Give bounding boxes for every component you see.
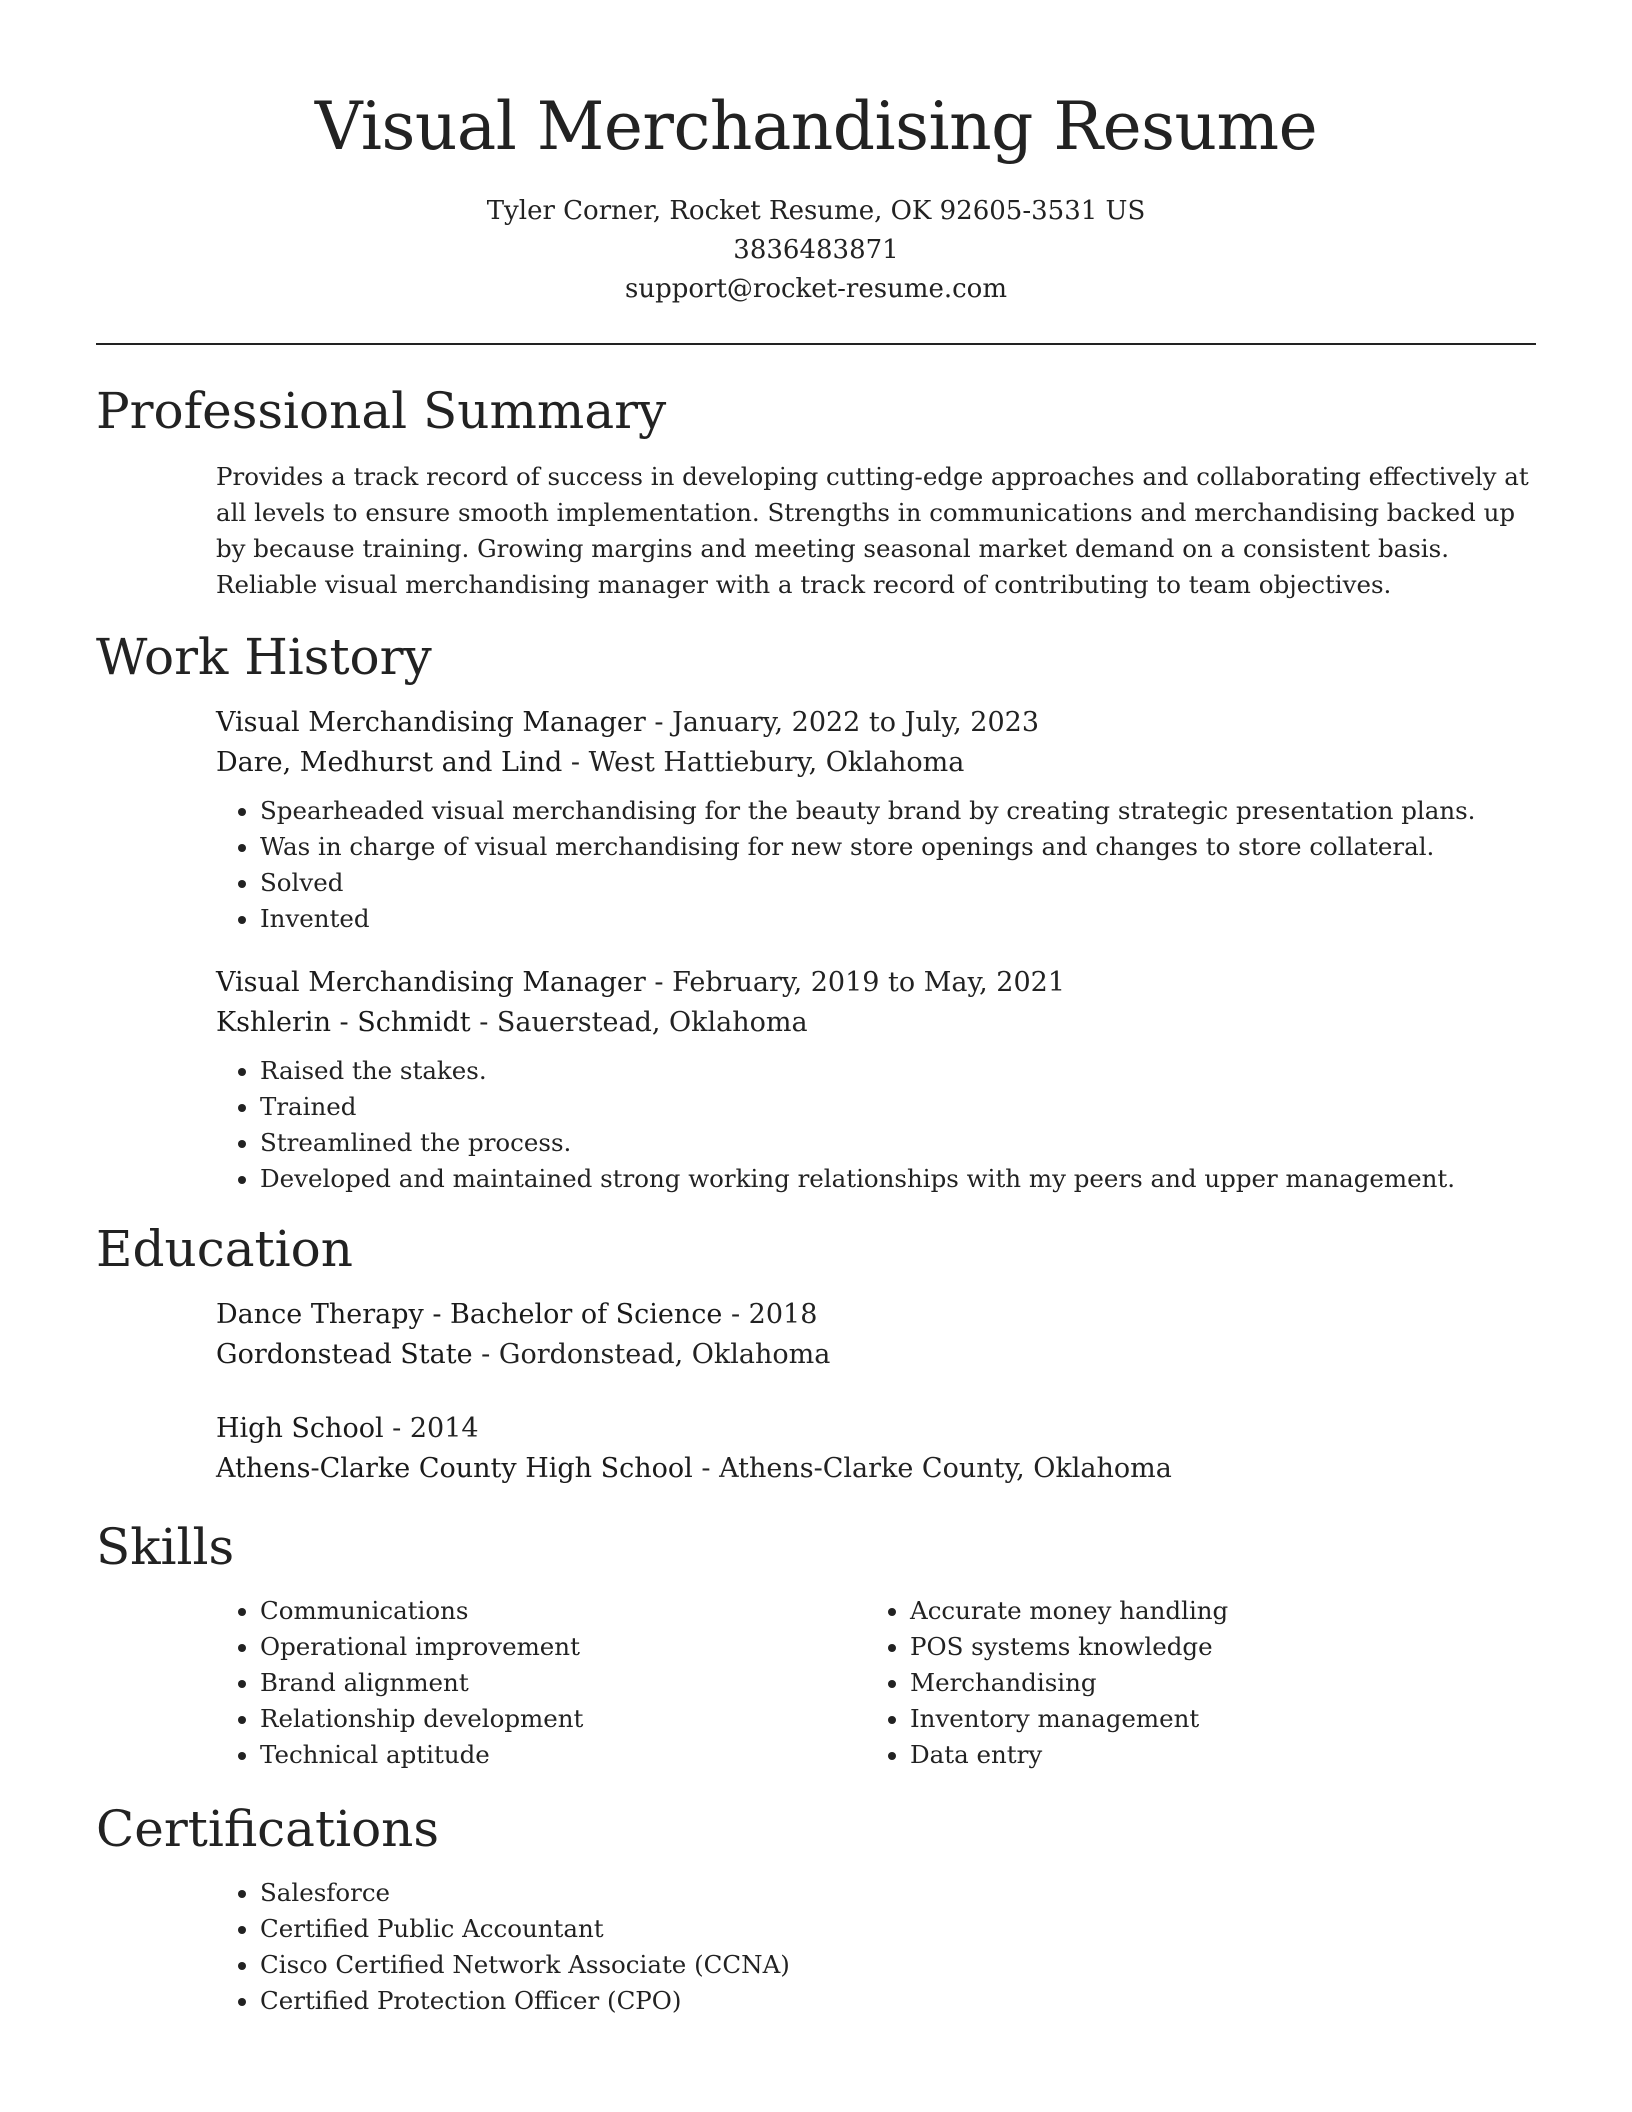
list-item: • Brand alignment [260,1665,866,1701]
education-section [96,1217,1536,1489]
skills-list-right [866,1593,1516,1773]
list-item: • Invented [260,901,1536,937]
education-school-line [216,1449,1536,1489]
job-dates: - February, 2019 to May, 2021 [645,967,1066,998]
list-item: • Trained [260,1089,1536,1125]
job-title-line [216,703,1536,743]
job-entry [216,703,1536,937]
list-item: • Developed and maintained strong working relationships with my peers and upper management. [260,1161,1536,1197]
list-item: • Solved [260,865,1536,901]
education-school: Gordonstead State [216,1339,473,1370]
job-company: Dare, Medhurst and Lind [216,747,563,778]
list-item: • Accurate money handling [910,1593,1516,1629]
contact-email: support@rocket-resume.com [624,274,1007,304]
contact-phone: 3836483871 [733,235,899,265]
education-location: - Athens-Clarke County, Oklahoma [692,1453,1172,1484]
education-entry [216,1409,1536,1489]
job-company-line [216,743,1536,783]
list-item: • Communications [260,1593,866,1629]
list-item: • Certified Protection Officer (CPO) [260,1983,1536,2019]
list-item: • Data entry [910,1737,1516,1773]
list-item: • Salesforce [260,1875,1536,1911]
summary-text: Provides a track record of success in developing cutting-edge approaches and collaborating effectively at all levels to ensure smooth implementation. Strengths in communications and merchandising backed up by because training. Growing margins and meeting seasonal market demand on a consistent basis. Reliable visual merchandising manager with a track record of contributing to team objectives. [216,462,1529,599]
education-year: - 2018 [722,1299,818,1330]
work-history-heading: Work History [96,628,432,686]
job-dates: - January, 2022 to July, 2023 [645,707,1040,738]
job-title-line [216,963,1536,1003]
resume-title: Visual Merchandising Resume [314,88,1318,165]
skills-column-right [866,1579,1516,1773]
contact-address: Tyler Corner, Rocket Resume, OK 92605-3531 US [486,196,1146,226]
summary-section [96,379,1536,603]
list-item: • Cisco Certified Network Associate (CCNA) [260,1947,1536,1983]
list-item: • Relationship development [260,1701,866,1737]
skills-heading: Skills [96,1518,235,1576]
job-location: - Sauerstead, Oklahoma [470,1007,808,1038]
work-history-section [96,625,1536,1197]
list-item: • Was in charge of visual merchandising for new store openings and changes to store collateral. [260,829,1536,865]
list-item: • Streamlined the process. [260,1125,1536,1161]
skills-grid [216,1579,1536,1773]
contact-block [96,192,1536,309]
job-location: - West Hattiebury, Oklahoma [562,747,965,778]
job-bullets [216,1053,1536,1197]
job-bullets [216,793,1536,937]
education-school-line [216,1335,1536,1375]
job-company-line [216,1003,1536,1043]
job-company: Kshlerin - Schmidt [216,1007,471,1038]
skills-section [96,1515,1536,1773]
list-item: • Spearheaded visual merchandising for the beauty brand by creating strategic presentation plans. [260,793,1536,829]
job-title: Visual Merchandising Manager [216,707,646,738]
education-degree-line [216,1409,1536,1449]
job-title: Visual Merchandising Manager [216,967,646,998]
skills-list-left [216,1593,866,1773]
certifications-heading: Certifications [96,1800,440,1858]
certifications-section [96,1797,1536,2019]
education-heading: Education [96,1220,353,1278]
header-divider [96,343,1536,345]
list-item: • Inventory management [910,1701,1516,1737]
education-degree-line [216,1295,1536,1335]
certifications-list [216,1875,1536,2019]
education-degree: High School [216,1413,384,1444]
list-item: • Technical aptitude [260,1737,866,1773]
job-entry [216,963,1536,1197]
education-school: Athens-Clarke County High School [216,1453,693,1484]
list-item: • Certified Public Accountant [260,1911,1536,1947]
education-year: - 2014 [383,1413,479,1444]
certifications-block [216,1875,1536,2019]
skills-column-left [216,1579,866,1773]
education-degree: Dance Therapy - Bachelor of Science [216,1299,723,1330]
resume-header [96,0,1536,309]
education-location: - Gordonstead, Oklahoma [472,1339,831,1370]
summary-heading: Professional Summary [96,382,667,440]
education-entry [216,1295,1536,1375]
list-item: • Merchandising [910,1665,1516,1701]
list-item: • POS systems knowledge [910,1629,1516,1665]
list-item: • Operational improvement [260,1629,866,1665]
list-item: • Raised the stakes. [260,1053,1536,1089]
